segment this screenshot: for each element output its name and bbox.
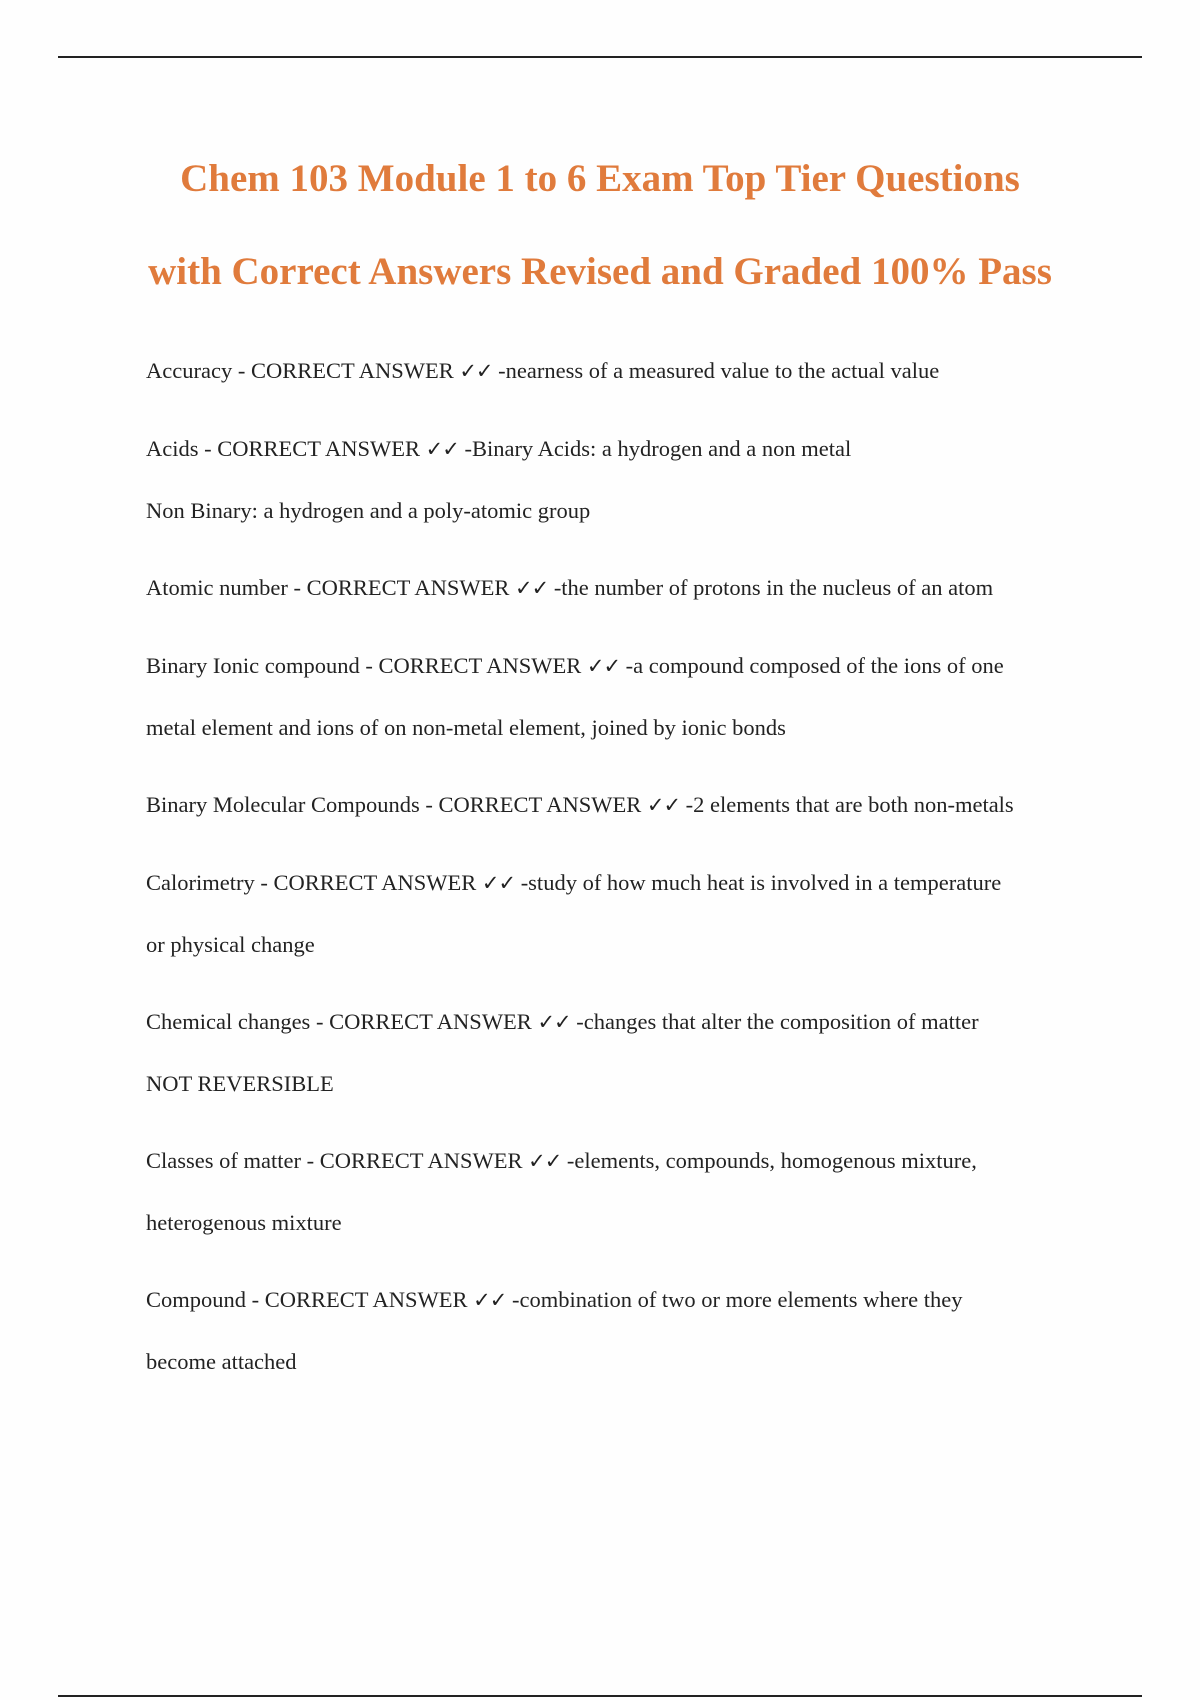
- entry-first-line: Acids - CORRECT ANSWER ✓✓ -Binary Acids: a hydrogen and a non metal: [146, 436, 852, 461]
- correct-answer-label: CORRECT ANSWER: [264, 1287, 468, 1312]
- entry-continuation: Non Binary: a hydrogen and a poly-atomic group: [146, 498, 591, 523]
- double-check-icon: ✓✓: [459, 359, 493, 383]
- qa-entry: [146, 774, 1096, 836]
- entry-definition: -the number of protons in the nucleus of an atom: [553, 575, 994, 600]
- entry-continuation: heterogenous mixture: [146, 1210, 342, 1235]
- double-check-icon: ✓✓: [646, 793, 681, 817]
- correct-answer-label: CORRECT ANSWER: [378, 653, 582, 678]
- entry-first-line: Calorimetry - CORRECT ANSWER ✓✓ -study of how much heat is involved in a temperature: [146, 870, 1002, 895]
- entry-definition: -2 elements that are both non-metals: [685, 792, 1014, 817]
- qa-entry: [146, 635, 1096, 758]
- correct-answer-label: CORRECT ANSWER: [217, 436, 420, 461]
- double-check-icon: ✓✓: [425, 437, 459, 461]
- entry-term: Chemical changes: [146, 1009, 311, 1034]
- qa-entries: [146, 340, 1096, 1408]
- entry-term: Binary Ionic compound: [146, 653, 360, 678]
- correct-answer-label: CORRECT ANSWER: [329, 1009, 532, 1034]
- entry-term: Atomic number: [146, 575, 288, 600]
- entry-definition: -study of how much heat is involved in a temperature: [520, 870, 1002, 895]
- entry-continuation: NOT REVERSIBLE: [146, 1071, 334, 1096]
- entry-first-line: Binary Ionic compound - CORRECT ANSWER ✓✓ -a compound composed of the ions of one: [146, 653, 1004, 678]
- entry-continuation: metal element and ions of on non-metal element, joined by ionic bonds: [146, 715, 786, 740]
- entry-first-line: Binary Molecular Compounds - CORRECT ANSWER ✓✓ -2 elements that are both non-metals: [146, 792, 1014, 817]
- qa-entry: [146, 1269, 1096, 1392]
- entry-definition: -nearness of a measured value to the actual value: [498, 358, 940, 383]
- entry-term: Binary Molecular Compounds: [146, 792, 420, 817]
- title-line-2: with Correct Answers Revised and Graded 100% Pass: [148, 250, 1052, 293]
- entry-definition: -changes that alter the composition of matter: [576, 1009, 979, 1034]
- entry-term: Classes of matter: [146, 1148, 301, 1173]
- double-check-icon: ✓✓: [514, 576, 549, 600]
- entry-first-line: Chemical changes - CORRECT ANSWER ✓✓ -changes that alter the composition of matter: [146, 1009, 979, 1034]
- entry-term: Calorimetry: [146, 870, 255, 895]
- entry-definition: -combination of two or more elements where they: [511, 1287, 963, 1312]
- correct-answer-label: CORRECT ANSWER: [438, 792, 642, 817]
- correct-answer-label: CORRECT ANSWER: [250, 358, 454, 383]
- entry-term: Accuracy: [146, 358, 233, 383]
- entry-term: Acids: [146, 436, 199, 461]
- footer-rule: [58, 1695, 1142, 1697]
- entry-definition: -Binary Acids: a hydrogen and a non metal: [464, 436, 852, 461]
- document-title: [100, 132, 1100, 318]
- double-check-icon: ✓✓: [586, 654, 621, 678]
- qa-entry: [146, 852, 1096, 975]
- title-line-1: Chem 103 Module 1 to 6 Exam Top Tier Questions: [180, 157, 1020, 200]
- correct-answer-label: CORRECT ANSWER: [306, 575, 510, 600]
- entry-first-line: Compound - CORRECT ANSWER ✓✓ -combination of two or more elements where they: [146, 1287, 963, 1312]
- qa-entry: [146, 557, 1096, 619]
- entry-first-line: Atomic number - CORRECT ANSWER ✓✓ -the number of protons in the nucleus of an atom: [146, 575, 994, 600]
- double-check-icon: ✓✓: [537, 1010, 571, 1034]
- qa-entry: [146, 418, 1096, 541]
- header-rule: [58, 56, 1142, 58]
- double-check-icon: ✓✓: [481, 871, 516, 895]
- entry-first-line: Accuracy - CORRECT ANSWER ✓✓ -nearness of a measured value to the actual value: [146, 358, 940, 383]
- entry-definition: -a compound composed of the ions of one: [625, 653, 1004, 678]
- double-check-icon: ✓✓: [528, 1149, 562, 1173]
- entry-continuation: become attached: [146, 1349, 297, 1374]
- entry-term: Compound: [146, 1287, 247, 1312]
- double-check-icon: ✓✓: [473, 1288, 507, 1312]
- entry-first-line: Classes of matter - CORRECT ANSWER ✓✓ -elements, compounds, homogenous mixture,: [146, 1148, 977, 1173]
- qa-entry: [146, 1130, 1096, 1253]
- qa-entry: [146, 340, 1096, 402]
- entry-definition: -elements, compounds, homogenous mixture,: [566, 1148, 977, 1173]
- correct-answer-label: CORRECT ANSWER: [319, 1148, 523, 1173]
- correct-answer-label: CORRECT ANSWER: [273, 870, 477, 895]
- entry-continuation: or physical change: [146, 932, 315, 957]
- qa-entry: [146, 991, 1096, 1114]
